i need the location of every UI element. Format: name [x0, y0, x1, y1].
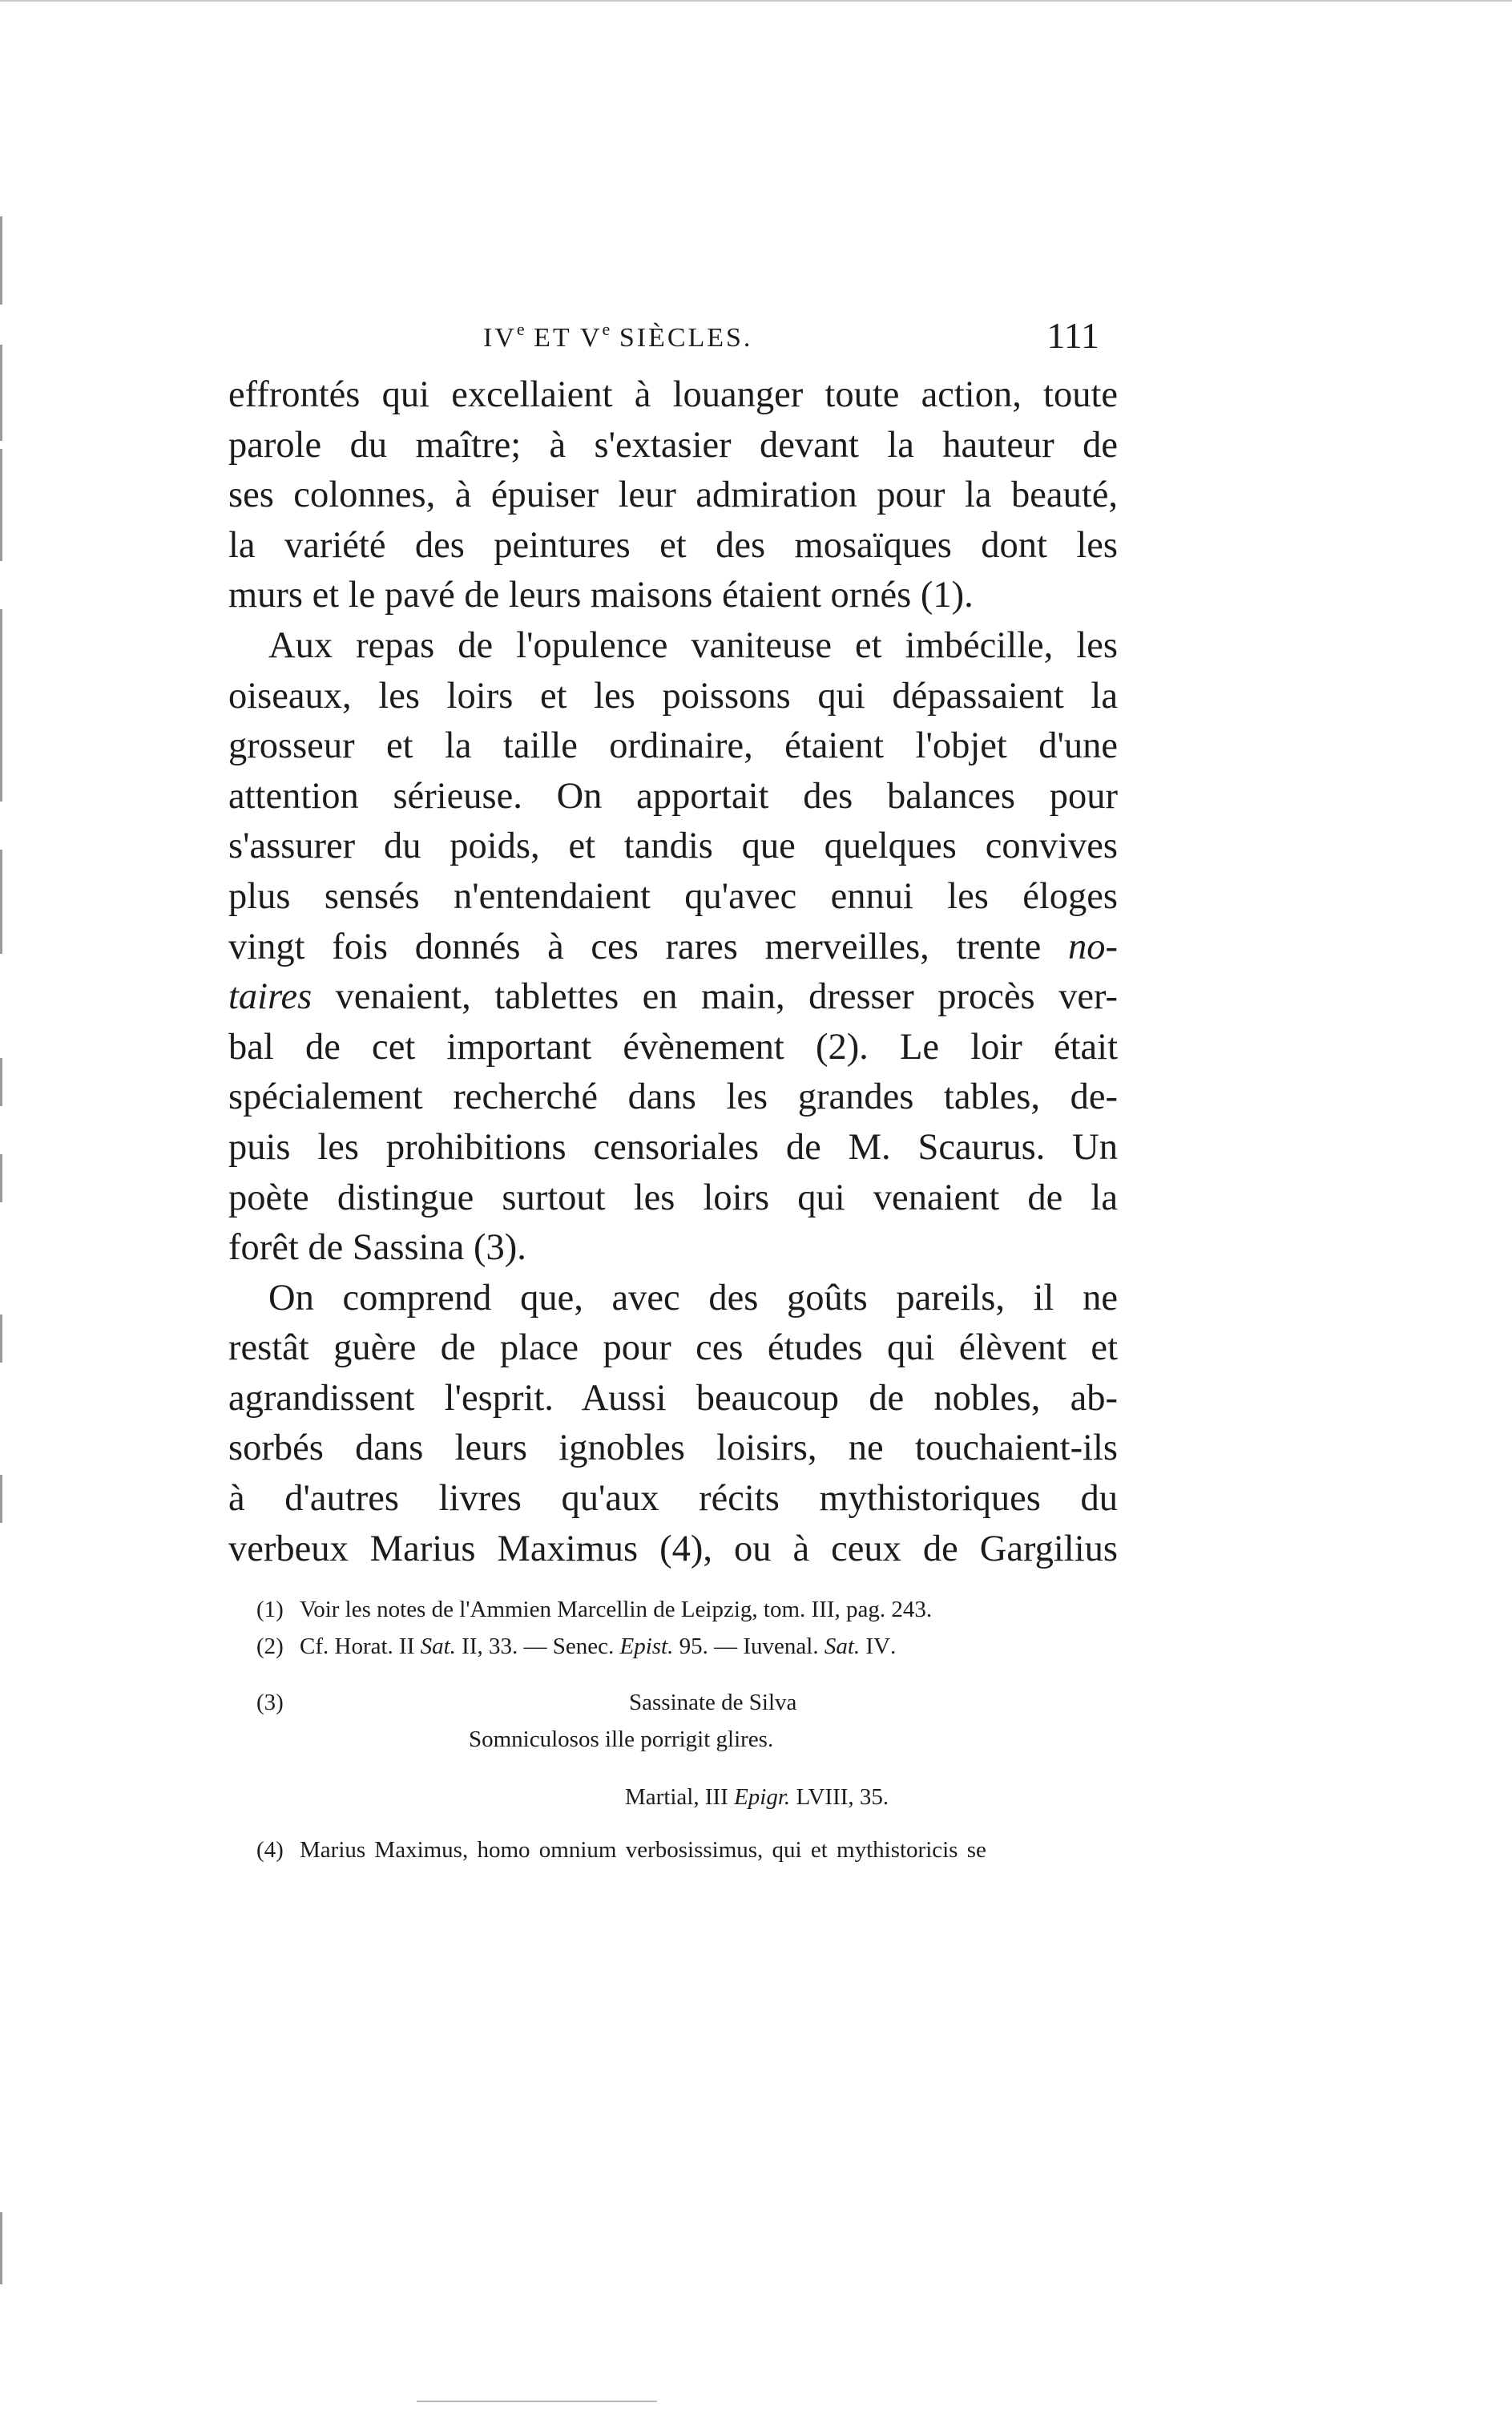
text-line: bal de cet important évènement (2). Le loir était: [228, 1026, 1118, 1068]
text-line: vingt fois donnés à ces rares merveilles, trente no-: [228, 926, 1118, 967]
scan-edge-left-7: [0, 1154, 2, 1202]
text-line: attention sérieuse. On apportait des balances pour: [228, 775, 1118, 817]
quoted-verse-line: Somniculosos ille porrigit glires.: [469, 1726, 774, 1752]
page-number: 111: [1046, 315, 1099, 356]
text-line: puis les prohibitions censoriales de M. Scaurus. Un: [228, 1126, 1118, 1168]
text-line: spécialement recherché dans les grandes tables, de-: [228, 1076, 1118, 1118]
text-line: taires venaient, tablettes en main, dresser procès ver-: [228, 976, 1118, 1018]
italic-word: no-: [1068, 926, 1118, 967]
running-title: IVe ET Ve SIÈCLES.: [483, 319, 753, 353]
text-line: effrontés qui excellaient à louanger toute action, toute: [228, 374, 1118, 415]
text-line: sorbés dans leurs ignobles loisirs, ne touchaient-ils: [228, 1428, 1118, 1469]
footnote-number: (3): [256, 1690, 284, 1715]
text-line: à d'autres livres qu'aux récits mythistoriques du: [228, 1478, 1118, 1520]
text-line: agrandissent l'esprit. Aussi beaucoup de nobles, ab-: [228, 1377, 1118, 1419]
text-line: forêt de Sassina (3).: [228, 1227, 526, 1269]
italic-word: taires: [228, 976, 312, 1018]
scan-edge-left-6: [0, 1058, 2, 1106]
text-line: plus sensés n'entendaient qu'avec ennui les éloges: [228, 875, 1118, 917]
verse-citation: Martial, III Epigr. LVIII, 35.: [625, 1784, 889, 1810]
text-line: On comprend que, avec des goûts pareils, il ne: [268, 1277, 1118, 1319]
text-line: ses colonnes, à épuiser leur admiration pour la beauté,: [228, 475, 1118, 516]
scan-edge-left-1: [0, 216, 2, 305]
text-line: s'assurer du poids, et tandis que quelques convives: [228, 826, 1118, 867]
running-header: [228, 315, 1122, 367]
quoted-verse-line: Sassinate de Silva: [629, 1690, 797, 1715]
scan-edge-left-5: [0, 850, 2, 954]
text-line: parole du maître; à s'extasier devant la hauteur de: [228, 424, 1118, 466]
footnote-3: [256, 1686, 1098, 1823]
scan-edge-top: [0, 0, 1512, 2]
text-line: poète distingue surtout les loirs qui venaient de la: [228, 1177, 1118, 1218]
text-line: Aux repas de l'opulence vaniteuse et imbécille, les: [268, 624, 1118, 666]
text-line: verbeux Marius Maximus (4), ou à ceux de Gargilius: [228, 1528, 1118, 1569]
footnote-number: (1): [256, 1597, 284, 1622]
scan-edge-left-8: [0, 1315, 2, 1363]
text-line: restât guère de place pour ces études qui élèvent et: [228, 1327, 1118, 1369]
scan-edge-bottom: [417, 2401, 657, 2402]
footnote-1: (1) Voir les notes de l'Ammien Marcellin de Leipzig, tom. III, pag. 243.: [256, 1593, 1098, 1630]
text-line: murs et le pavé de leurs maisons étaient ornés (1).: [228, 575, 974, 616]
text-line: la variété des peintures et des mosaïques dont les: [228, 524, 1118, 566]
scan-edge-left-2: [0, 345, 2, 441]
footnote-number: (4): [256, 1837, 284, 1863]
footnote-number: (2): [256, 1634, 284, 1659]
footnote-2: (2) Cf. Horat. II Sat. II, 33. — Senec. Epist. 95. — Iuvenal. Sat. IV.: [256, 1630, 1098, 1667]
main-text: [228, 370, 1118, 1574]
scan-edge-left-3: [0, 449, 2, 561]
scan-edge-left-10: [0, 2212, 2, 2284]
text-line: oiseaux, les loirs et les poissons qui dépassaient la: [228, 675, 1118, 717]
footnotes: [256, 1593, 1098, 1866]
text-line: grosseur et la taille ordinaire, étaient l'objet d'une: [228, 725, 1118, 767]
footnote-4: (4) Marius Maximus, homo omnium verbosissimus, qui et mythistoricis se: [256, 1834, 1098, 1866]
scan-edge-left-9: [0, 1475, 2, 1523]
scan-edge-left-4: [0, 609, 2, 802]
